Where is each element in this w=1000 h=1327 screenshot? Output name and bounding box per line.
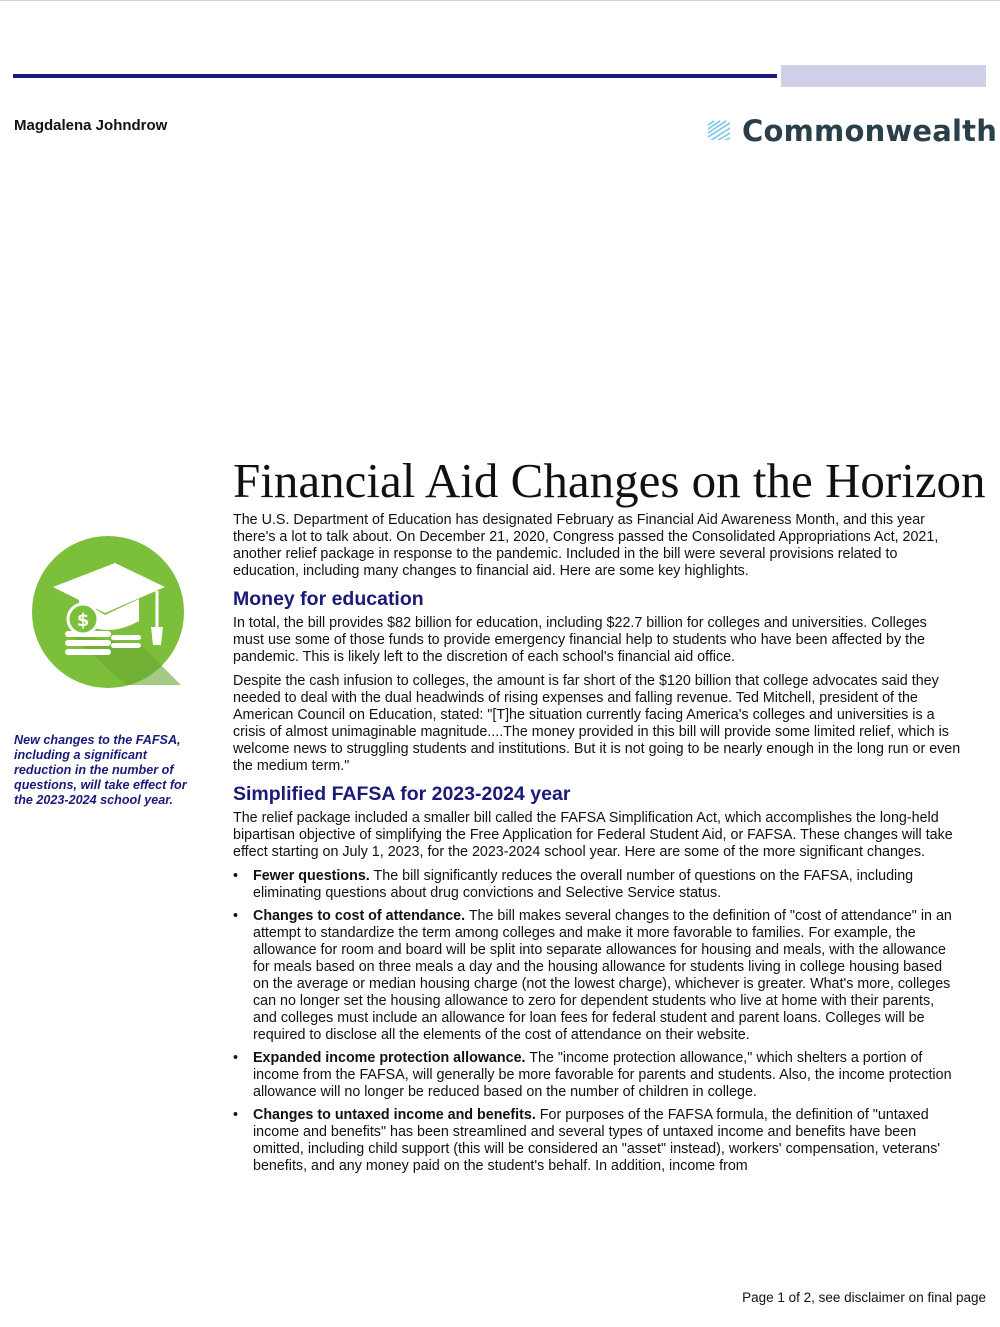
list-item (233, 908, 961, 1044)
page-footer: Page 1 of 2, see disclaimer on final page (742, 1290, 986, 1305)
section-heading-money: Money for education (233, 588, 424, 610)
money-paragraph-2: Despite the cash infusion to colleges, the amount is far short of the $120 billion that college advocates said they needed to deal with the dual headwinds of rising expenses and falling revenue. Ted Mitchell, president of the American Council on Education, stated: "[T]he situation currently facing America's colleges and universities is a crisis of almost unimaginable magnitude....The money provided in this bill will provide some limited relief, which is welcome news to struggling students and institutions. But it is not going to be nearly enough in the long run or even the medium term." (233, 673, 961, 774)
bullet-icon: • (233, 908, 239, 924)
fafsa-paragraph-1: The relief package included a smaller bill called the FAFSA Simplification Act, which accomplishes the long-held bipartisan objective of simplifying the Free Application for Federal Student Aid, or FAFSA. These changes will take effect starting on July 1, 2023, for the 2023-2024 school year. Here are some of the more significant changes. (233, 810, 953, 860)
article-title: Financial Aid Changes on the Horizon (233, 453, 986, 508)
list-item (233, 868, 961, 902)
svg-text:$: $ (76, 610, 90, 631)
logo-text: Commonwealth (742, 114, 998, 148)
header-rule-dark (13, 74, 777, 78)
bullet-text: The "income protection allowance," which shelters a portion of income from the FAFSA, will generally be more favorable for parents and students. Also, the income protection allowance will no longer be reduced based on the number of children in college. (253, 1050, 952, 1100)
article-body (233, 512, 961, 1181)
advisor-name: Magdalena Johndrow (14, 117, 168, 134)
bullet-title: Changes to untaxed income and benefits. (253, 1107, 536, 1123)
commonwealth-stripes-logo-icon (706, 118, 732, 144)
bullet-text: The bill significantly reduces the overall number of questions on the FAFSA, including eliminating questions about drug convictions and Selective Service status. (253, 868, 914, 901)
top-border (0, 0, 1000, 1)
bullet-text: The bill makes several changes to the definition of "cost of attendance" in an attempt to standardize the term among colleges and make it more favorable to families. For example, the allowance for room and board will be split into separate allowances for housing and meals, with the allowance for meals based on three meals a day and the housing allowance for students living in college housing based on the average or median housing charge (not the lowest charge), whichever is greater. What's more, colleges can no longer set the housing allowance to zero for dependent students who live at home with their parents, and colleges must include an allowance for loan fees for federal student and parent loans. Colleges will be required to disclose all the elements of the cost of attendance on their website. (253, 908, 952, 1043)
intro-paragraph: The U.S. Department of Education has designated February as Financial Aid Awareness Month, and this year there's a lot to talk about. On December 21, 2020, Congress passed the Consolidated Appropriations Act, 2021, another relief package in response to the pandemic. Included in the bill were several provisions related to education, including many changes to financial aid. Here are some key highlights. (233, 512, 939, 579)
bullet-icon: • (233, 868, 239, 884)
sidebar-caption: New changes to the FAFSA, including a significant reduction in the number of questions, will take effect for the 2023-2024 school year. (14, 733, 187, 807)
list-item (233, 1107, 961, 1175)
fafsa-changes-list (233, 868, 961, 1175)
money-paragraph-1: In total, the bill provides $82 billion for education, including $22.7 billion for colleges and universities. Colleges must use some of those funds to provide emergency financial help to students who have been affected by the pandemic. This is likely left to the discretion of each school's financial aid office. (233, 615, 927, 665)
bullet-title: Expanded income protection allowance. (253, 1050, 526, 1066)
bullet-title: Fewer questions. (253, 868, 370, 884)
header-rule-light (781, 65, 986, 87)
commonwealth-logo (706, 114, 997, 148)
list-item (233, 1050, 961, 1101)
bullet-text: For purposes of the FAFSA formula, the definition of "untaxed income and benefits" has been streamlined and several types of untaxed income and benefits have been omitted, including child support (this will be considered an "asset" instead), workers' compensation, veterans' benefits, and any money paid on the student's behalf. In addition, income from (253, 1107, 941, 1174)
bullet-icon: • (233, 1050, 239, 1066)
graduation-cap-money-icon (31, 535, 185, 694)
section-heading-fafsa: Simplified FAFSA for 2023-2024 year (233, 783, 571, 805)
bullet-title: Changes to cost of attendance. (253, 908, 466, 924)
bullet-icon: • (233, 1107, 239, 1123)
